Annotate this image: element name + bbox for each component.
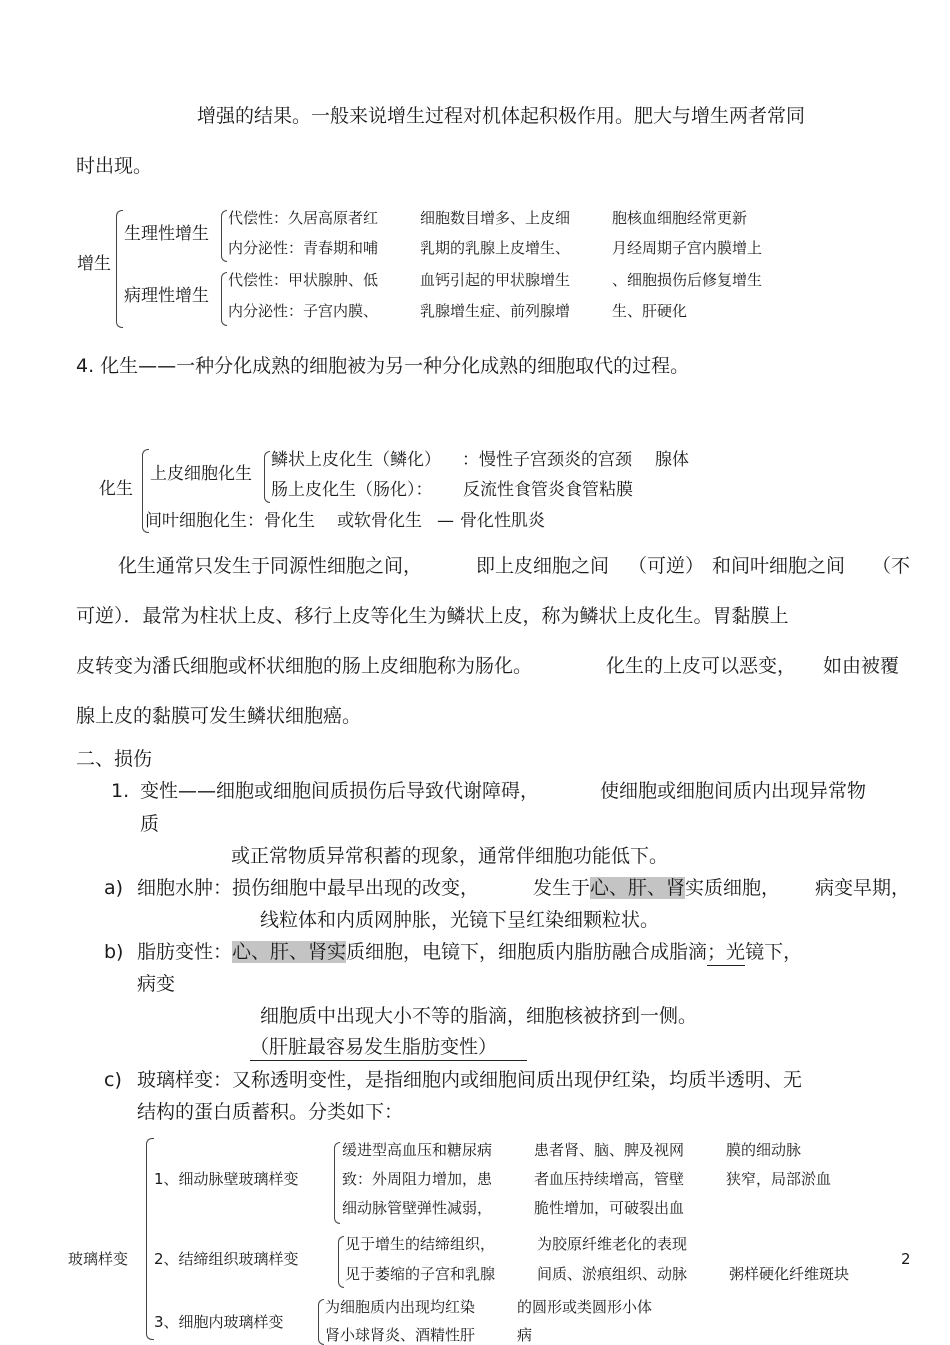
tree-leaf-text: 细动脉管壁弹性减弱， bbox=[342, 1199, 493, 1217]
list-item-text: 或正常物质异常积蓄的现象，通常伴细胞功能低下。 bbox=[231, 845, 669, 867]
tree-leaf-text: 间质、淤痕组织、动脉 bbox=[537, 1265, 688, 1283]
tree-root-label: 玻璃样变 bbox=[68, 1250, 129, 1268]
page-number: 2 bbox=[901, 1250, 911, 1268]
tree-leaf-text: 膜的细动脉 bbox=[726, 1141, 802, 1159]
tree-leaf-text: 的圆形或类圆形小体 bbox=[517, 1298, 653, 1316]
list-item-text: 细胞质中出现大小不等的脂滴，细胞核被挤到一侧。 bbox=[260, 1005, 698, 1027]
underlined-text: ；光 bbox=[707, 941, 745, 966]
tree-leaf-text: 生、肝硬化 bbox=[612, 302, 688, 320]
item-b-text: 镜下， bbox=[745, 941, 803, 963]
tree-leaf-text: 者血压持续增高，管壁 bbox=[534, 1170, 685, 1188]
tree-leaf-text: 狭窄，局部淤血 bbox=[726, 1170, 832, 1188]
tree-leaf-text: 乳期的乳腺上皮增生、 bbox=[420, 239, 571, 257]
paragraph-text: 即上皮细胞之间 bbox=[476, 555, 610, 577]
tree-leaf-text: 肠上皮化生（肠化）： bbox=[271, 480, 433, 500]
brace bbox=[116, 210, 123, 328]
list-letter: c) bbox=[104, 1069, 122, 1091]
highlighted-text: 心、肝、肾 bbox=[590, 877, 686, 899]
tree-leaf-text: 乳腺增生症、前列腺增 bbox=[420, 302, 571, 320]
brace bbox=[221, 210, 227, 262]
paragraph-text: 和间叶细胞之间 bbox=[712, 555, 846, 577]
section-heading: 4. 化生——一种分化成熟的细胞被为另一种分化成熟的细胞取代的过程。 bbox=[76, 355, 690, 377]
tree-leaf-text: 患者肾、脑、脾及视网 bbox=[534, 1141, 685, 1159]
paragraph-text: 化生通常只发生于同源性细胞之间， bbox=[118, 555, 423, 577]
item-b-text: 质细胞，电镜下，细胞质内脂肪融合成脂滴 bbox=[346, 941, 708, 963]
brace bbox=[338, 1236, 344, 1288]
list-letter: b) bbox=[104, 941, 124, 963]
tree-leaf-text: 月经周期子宫内膜增上 bbox=[612, 239, 763, 257]
item-a-text: 发生于 bbox=[533, 877, 591, 899]
tree-leaf-text: — bbox=[437, 511, 454, 531]
list-item-text bbox=[533, 879, 780, 898]
tree-leaf-text: 内分泌性：青春期和哺 bbox=[228, 239, 379, 257]
tree-leaf-text: ：慢性子宫颈炎的宫颈 bbox=[462, 450, 632, 470]
tree-leaf-text: 代偿性：甲状腺肿、低 bbox=[228, 271, 379, 289]
paragraph-text: 腺上皮的黏膜可发生鳞状细胞癌。 bbox=[76, 705, 362, 727]
paragraph-text: 如由被覆 bbox=[823, 655, 900, 677]
brace bbox=[334, 1142, 340, 1224]
item-b-text: 脂肪变性： bbox=[137, 941, 233, 963]
tree-leaf-text: 鳞状上皮化生（鳞化） bbox=[271, 450, 441, 470]
list-item-text: 结构的蛋白质蓄积。分类如下： bbox=[137, 1101, 404, 1123]
highlighted-text: 心、肝、肾实 bbox=[232, 941, 347, 963]
paragraph-text: 可逆）．最常为柱状上皮、移行上皮等化生为鳞状上皮，称为鳞状上皮化生。胃黏膜上 bbox=[76, 605, 789, 627]
tree-leaf-text: 骨化性肌炎 bbox=[460, 511, 545, 531]
item-a-text: 细胞水肿：损伤细胞中最早出现的改变， bbox=[137, 877, 480, 899]
tree-leaf-text: 细胞数目增多、上皮细 bbox=[420, 209, 571, 227]
tree-leaf-text: 见于增生的结缔组织， bbox=[345, 1235, 496, 1253]
tree-leaf-text: 为细胞质内出现均红染 bbox=[325, 1298, 476, 1316]
list-item-text bbox=[250, 1038, 527, 1057]
tree-leaf-text: 脆性增加，可破裂出血 bbox=[534, 1199, 685, 1217]
list-item-text: 玻璃样变：又称透明变性，是指细胞内或细胞间质出现伊红染，均质半透明、无 bbox=[137, 1069, 803, 1091]
tree-leaf-text: 胞核血细胞经常更新 bbox=[612, 209, 748, 227]
tree-leaf-text: 、细胞损伤后修复增生 bbox=[612, 271, 763, 289]
section-heading: 二、损伤 bbox=[76, 748, 153, 770]
list-item-text bbox=[137, 879, 479, 898]
list-item-text: 病变 bbox=[137, 973, 176, 995]
tree-branch-label: 生理性增生 bbox=[124, 224, 209, 244]
tree-branch-label: 1、细动脉壁玻璃样变 bbox=[154, 1170, 299, 1188]
intro-line-2: 时出现。 bbox=[76, 155, 153, 177]
tree-leaf-text: 致：外周阻力增加，患 bbox=[342, 1170, 493, 1188]
tree-leaf-text: 反流性食管炎食管粘膜 bbox=[463, 480, 633, 500]
list-item-text: 使细胞或细胞间质内出现异常物 bbox=[600, 780, 867, 802]
list-number: 1. bbox=[111, 780, 130, 802]
tree-leaf-text: 血钙引起的甲状腺增生 bbox=[420, 271, 571, 289]
tree-root-label: 化生 bbox=[99, 479, 133, 499]
tree-leaf-text: 内分泌性：子宫内膜、 bbox=[228, 302, 379, 320]
tree-leaf-text: 缓进型高血压和糖尿病 bbox=[342, 1141, 493, 1159]
tree-leaf-text: 代偿性：久居高原者红 bbox=[228, 209, 379, 227]
list-item-text: 病变早期， bbox=[815, 877, 911, 899]
tree-leaf-text: 或软骨化生 bbox=[337, 511, 422, 531]
item-a-text: 实质细胞， bbox=[685, 877, 781, 899]
list-item-text: 变性——细胞或细胞间质损伤后导致代谢障碍， bbox=[140, 780, 540, 802]
underlined-text: （肝脏最容易发生脂肪变性） bbox=[250, 1036, 527, 1061]
list-letter: a) bbox=[104, 877, 124, 899]
intro-line-1: 增强的结果。一般来说增生过程对机体起积极作用。肥大与增生两者常同 bbox=[197, 105, 806, 127]
tree-leaf-text: 见于萎缩的子宫和乳腺 bbox=[345, 1265, 496, 1283]
paragraph-text: （可逆） bbox=[628, 555, 705, 577]
tree-leaf-text: 肾小球肾炎、酒精性肝 bbox=[325, 1326, 476, 1344]
brace bbox=[264, 451, 270, 503]
list-item-text: 线粒体和内质网肿胀，光镜下呈红染细颗粒状。 bbox=[260, 909, 660, 931]
brace bbox=[318, 1299, 324, 1345]
paragraph-text: （不 bbox=[872, 555, 911, 577]
tree-branch-label: 3、细胞内玻璃样变 bbox=[154, 1313, 284, 1331]
list-item-text: 质 bbox=[140, 813, 160, 835]
tree-leaf-text: 为胶原纤维老化的表现 bbox=[537, 1235, 688, 1253]
brace bbox=[221, 272, 227, 326]
tree-leaf-text: 间叶细胞化生：骨化生 bbox=[145, 511, 315, 531]
paragraph-text: 皮转变为潘氏细胞或杯状细胞的肠上皮细胞称为肠化。 bbox=[76, 655, 533, 677]
tree-branch-label: 2、结缔组织玻璃样变 bbox=[154, 1250, 299, 1268]
brace bbox=[146, 1138, 154, 1340]
tree-root-label: 增生 bbox=[77, 254, 111, 274]
tree-branch-label: 病理性增生 bbox=[124, 286, 209, 306]
tree-branch-label: 上皮细胞化生 bbox=[150, 464, 252, 484]
list-item-text bbox=[137, 943, 802, 962]
paragraph-text: 化生的上皮可以恶变， bbox=[606, 655, 797, 677]
tree-leaf-text: 粥样硬化纤维斑块 bbox=[729, 1265, 850, 1283]
tree-leaf-text: 病 bbox=[517, 1326, 533, 1344]
tree-leaf-text: 腺体 bbox=[655, 450, 689, 470]
